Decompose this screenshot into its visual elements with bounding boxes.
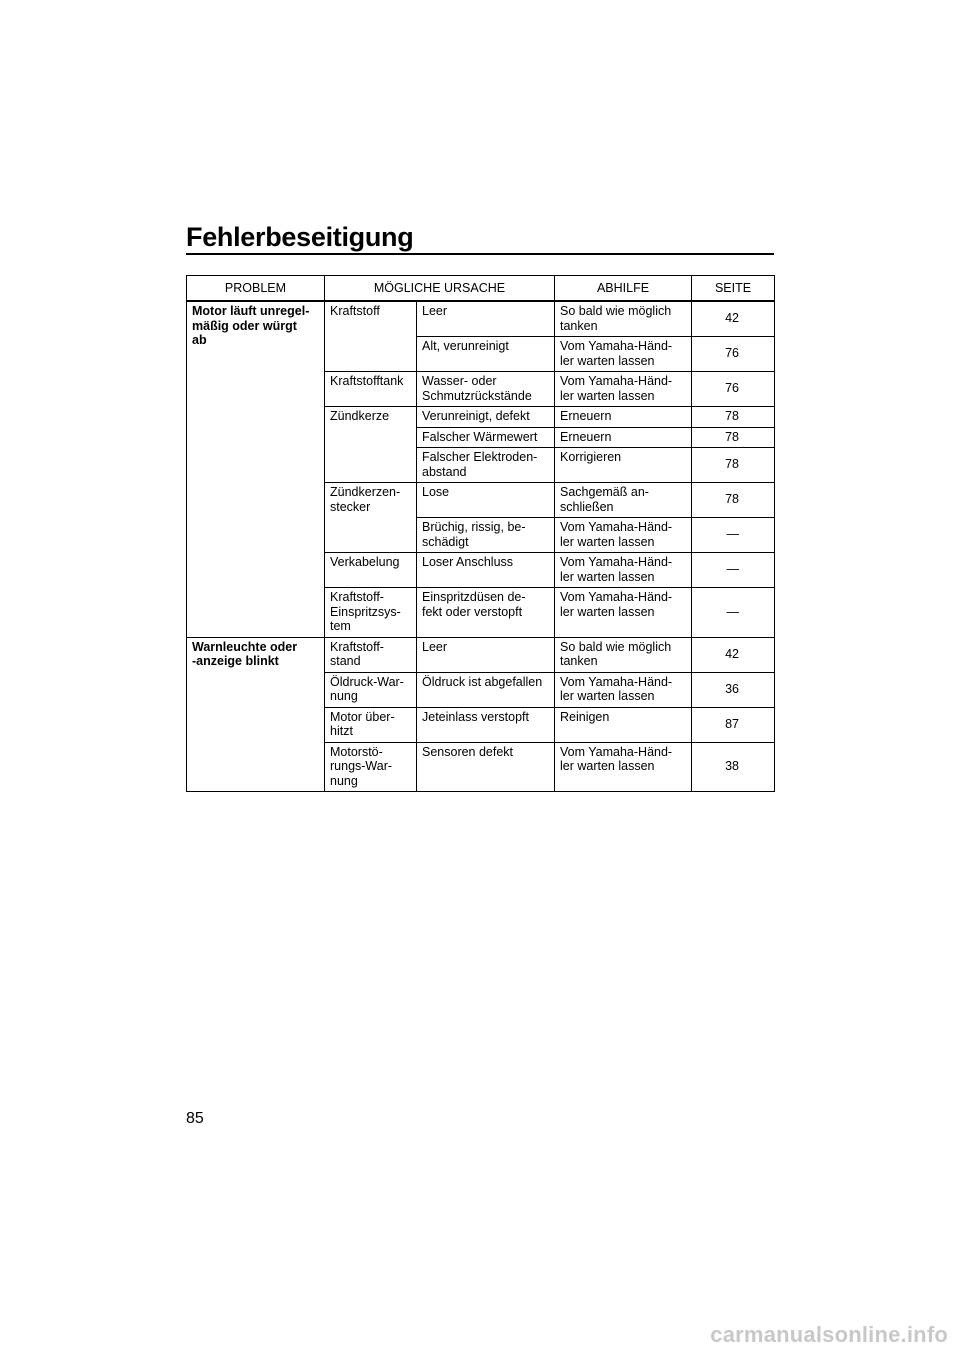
remedy-cell: Vom Yamaha-Händ- ler warten lassen	[555, 672, 692, 707]
cause-cell: Motor über- hitzt	[325, 707, 417, 742]
cause-cell: Öldruck-War- nung	[325, 672, 417, 707]
detail-cell: Loser Anschluss	[417, 553, 555, 588]
table-row	[187, 637, 775, 672]
remedy-cell: Erneuern	[555, 407, 692, 428]
detail-cell: Leer	[417, 301, 555, 337]
remedy-cell: Vom Yamaha-Händ- ler warten lassen	[555, 588, 692, 638]
page-ref-cell: 78	[692, 448, 775, 483]
detail-cell: Lose	[417, 483, 555, 518]
problem-cell: Warnleuchte oder -anzeige blinkt	[187, 637, 325, 792]
cause-cell: Kraftstoff- Einspritzsys- tem	[325, 588, 417, 638]
remedy-cell: So bald wie möglich tanken	[555, 637, 692, 672]
page-ref-cell: 76	[692, 372, 775, 407]
page-ref-cell: 42	[692, 637, 775, 672]
detail-cell: Brüchig, rissig, be- schädigt	[417, 518, 555, 553]
remedy-cell: Erneuern	[555, 427, 692, 448]
cause-cell: Motorstö- rungs-War- nung	[325, 742, 417, 792]
page-ref-cell: 76	[692, 337, 775, 372]
cause-cell: Kraftstofftank	[325, 372, 417, 407]
page-ref-cell: 87	[692, 707, 775, 742]
watermark: carmanualsonline.info	[710, 1322, 948, 1347]
detail-cell: Falscher Wärmewert	[417, 427, 555, 448]
remedy-cell: Vom Yamaha-Händ- ler warten lassen	[555, 742, 692, 792]
page-number: 85	[186, 1110, 204, 1127]
remedy-cell: Sachgemäß an- schließen	[555, 483, 692, 518]
detail-cell: Leer	[417, 637, 555, 672]
detail-cell: Jeteinlass verstopft	[417, 707, 555, 742]
remedy-cell: Vom Yamaha-Händ- ler warten lassen	[555, 553, 692, 588]
problem-cell: Motor läuft unregel- mäßig oder würgt ab	[187, 301, 325, 637]
page-ref-cell: 36	[692, 672, 775, 707]
remedy-cell: Korrigieren	[555, 448, 692, 483]
cause-cell: Kraftstoff- stand	[325, 637, 417, 672]
table-row	[187, 301, 775, 337]
table-body	[187, 301, 775, 792]
header-cause: MÖGLICHE URSACHE	[325, 276, 555, 302]
page-ref-cell: 78	[692, 427, 775, 448]
detail-cell: Wasser- oder Schmutzrückstände	[417, 372, 555, 407]
page-ref-cell: 78	[692, 483, 775, 518]
header-remedy: ABHILFE	[555, 276, 692, 302]
page-ref-cell: —	[692, 588, 775, 638]
page-ref-cell: 38	[692, 742, 775, 792]
cause-cell: Zündkerze	[325, 407, 417, 483]
page-ref-cell: 78	[692, 407, 775, 428]
remedy-cell: Vom Yamaha-Händ- ler warten lassen	[555, 337, 692, 372]
header-page: SEITE	[692, 276, 775, 302]
remedy-cell: Reinigen	[555, 707, 692, 742]
remedy-cell: Vom Yamaha-Händ- ler warten lassen	[555, 372, 692, 407]
page-title: Fehlerbeseitigung	[186, 222, 414, 252]
detail-cell: Einspritzdüsen de- fekt oder verstopft	[417, 588, 555, 638]
detail-cell: Verunreinigt, defekt	[417, 407, 555, 428]
title-rule	[186, 253, 774, 255]
cause-cell: Zündkerzen- stecker	[325, 483, 417, 553]
detail-cell: Falscher Elektroden- abstand	[417, 448, 555, 483]
cause-cell: Verkabelung	[325, 553, 417, 588]
cause-cell: Kraftstoff	[325, 301, 417, 372]
detail-cell: Öldruck ist abgefallen	[417, 672, 555, 707]
page-ref-cell: 42	[692, 301, 775, 337]
page-ref-cell: —	[692, 553, 775, 588]
remedy-cell: So bald wie möglich tanken	[555, 301, 692, 337]
troubleshooting-table	[186, 275, 775, 792]
detail-cell: Alt, verunreinigt	[417, 337, 555, 372]
page-ref-cell: —	[692, 518, 775, 553]
remedy-cell: Vom Yamaha-Händ- ler warten lassen	[555, 518, 692, 553]
header-problem: PROBLEM	[187, 276, 325, 302]
detail-cell: Sensoren defekt	[417, 742, 555, 792]
table-header-row	[187, 276, 775, 302]
